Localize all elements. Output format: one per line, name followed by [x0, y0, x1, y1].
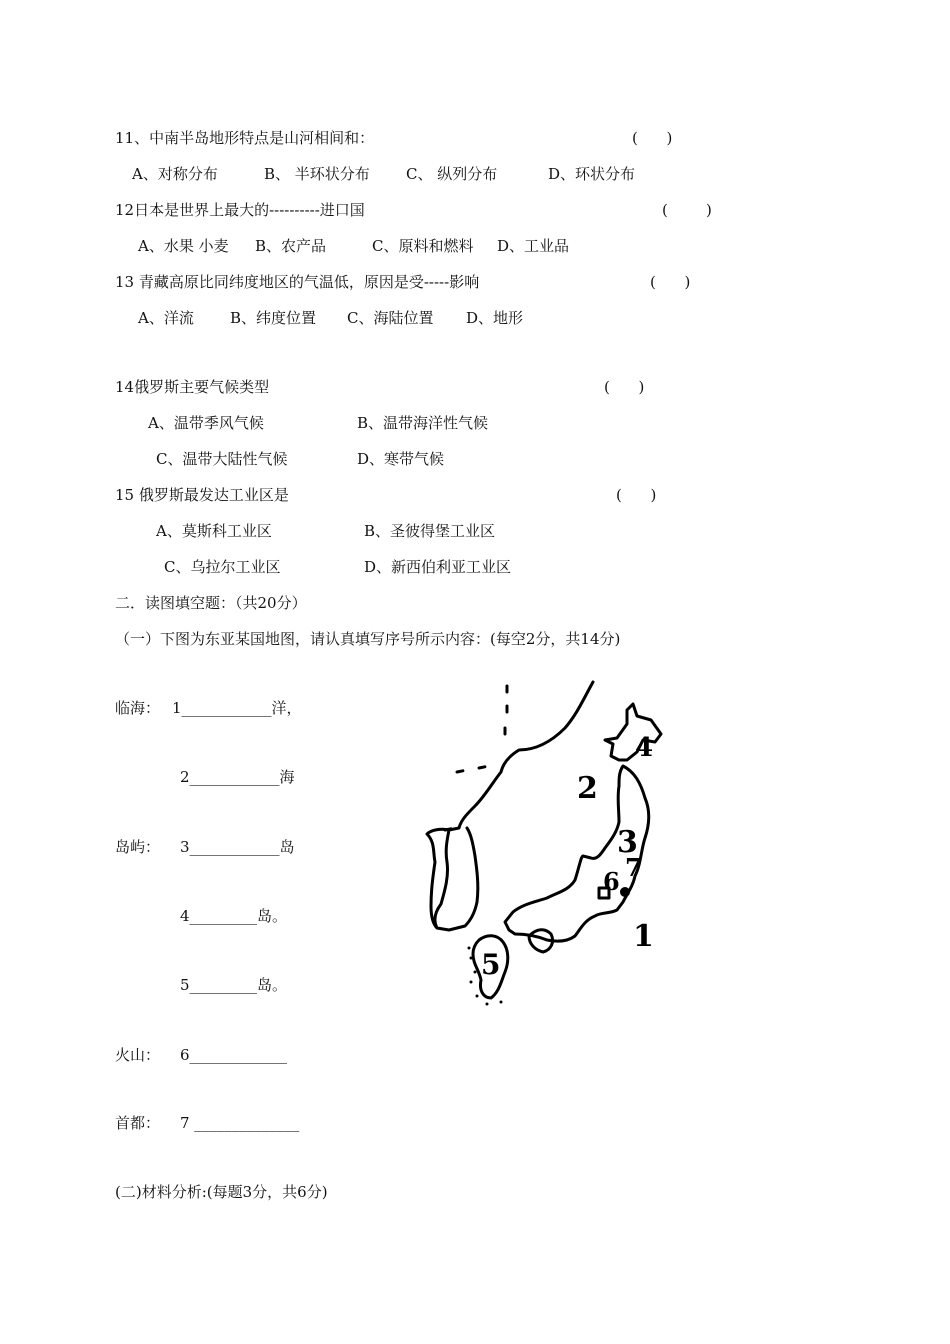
- q13-option-d: D、地形: [466, 309, 524, 327]
- q11-stem: 11、中南半岛地形特点是山河相间和：: [115, 129, 375, 147]
- fill-blank-4[interactable]: 4_________岛。: [180, 907, 288, 925]
- q15-option-b: B、圣彼得堡工业区: [364, 522, 496, 540]
- q11-answer-bracket[interactable]: ( ): [632, 129, 673, 147]
- fill-blank-3[interactable]: 3____________岛: [180, 838, 295, 856]
- fill-blank-6[interactable]: 6_____________: [180, 1046, 288, 1064]
- q14-option-d: D、寒带气候: [357, 450, 445, 468]
- q11-option-b: B、 半环状分布: [264, 165, 370, 183]
- fill-label-capital: 首都：: [115, 1114, 161, 1132]
- map-label-7: 7: [625, 853, 642, 882]
- q13-option-c: C、海陆位置: [347, 309, 434, 327]
- q14-option-b: B、温带海洋性气候: [357, 414, 489, 432]
- q14-option-a: A、温带季风气候: [148, 414, 264, 432]
- section2-title: 二．读图填空题：（共20分）: [115, 594, 307, 612]
- q15-option-d: D、新西伯利亚工业区: [364, 558, 512, 576]
- map-label-2: 2: [577, 771, 598, 806]
- q12-answer-bracket[interactable]: ( ): [662, 201, 712, 219]
- fill-label-island: 岛屿：: [115, 838, 161, 856]
- q13-stem: 13 青藏高原比同纬度地区的气温低，原因是受-----影响: [115, 273, 480, 291]
- fill-blank-1[interactable]: 1____________洋，: [172, 699, 302, 717]
- mainland-coastline: [435, 682, 593, 930]
- map-label-6: 6: [603, 867, 620, 896]
- q15-stem: 15 俄罗斯最发达工业区是: [115, 486, 289, 504]
- q12-option-c: C、原料和燃料: [372, 237, 474, 255]
- q11-option-a: A、对称分布: [132, 165, 218, 183]
- q14-stem: 14俄罗斯主要气候类型: [115, 378, 270, 396]
- japan-map: [405, 680, 670, 1010]
- section2-part1-instruction: （一）下图为东亚某国地图，请认真填写序号所示内容：(每空2分，共14分): [115, 630, 621, 648]
- map-label-5: 5: [481, 948, 501, 981]
- section2-part2-title: (二)材料分析:(每题3分，共6分): [115, 1183, 328, 1201]
- map-label-1: 1: [633, 919, 654, 954]
- q12-option-a: A、水果 小麦: [138, 237, 229, 255]
- q13-answer-bracket[interactable]: ( ): [650, 273, 691, 291]
- q11-option-d: D、环状分布: [548, 165, 636, 183]
- map-label-4: 4: [635, 733, 654, 763]
- q15-answer-bracket[interactable]: ( ): [616, 486, 657, 504]
- tokyo-marker: [620, 887, 630, 897]
- fill-blank-5[interactable]: 5_________岛。: [180, 976, 288, 994]
- q12-stem: 12日本是世界上最大的----------进口国: [115, 201, 365, 219]
- fill-blank-7[interactable]: 7 ______________: [180, 1114, 300, 1132]
- q13-option-b: B、纬度位置: [230, 309, 317, 327]
- q14-answer-bracket[interactable]: ( ): [604, 378, 645, 396]
- q12-option-b: B、农产品: [255, 237, 327, 255]
- q13-option-a: A、洋流: [138, 309, 194, 327]
- q14-option-c: C、温带大陆性气候: [156, 450, 288, 468]
- border-dashes: [445, 686, 507, 830]
- map-label-3: 3: [617, 825, 638, 860]
- q12-option-d: D、工业品: [497, 237, 570, 255]
- q15-option-a: A、莫斯科工业区: [156, 522, 272, 540]
- fill-label-volcano: 火山：: [115, 1046, 161, 1064]
- fill-label-sea: 临海：: [115, 699, 161, 717]
- q15-option-c: C、乌拉尔工业区: [164, 558, 281, 576]
- q11-option-c: C、 纵列分布: [406, 165, 498, 183]
- fill-blank-2[interactable]: 2____________海: [180, 768, 295, 786]
